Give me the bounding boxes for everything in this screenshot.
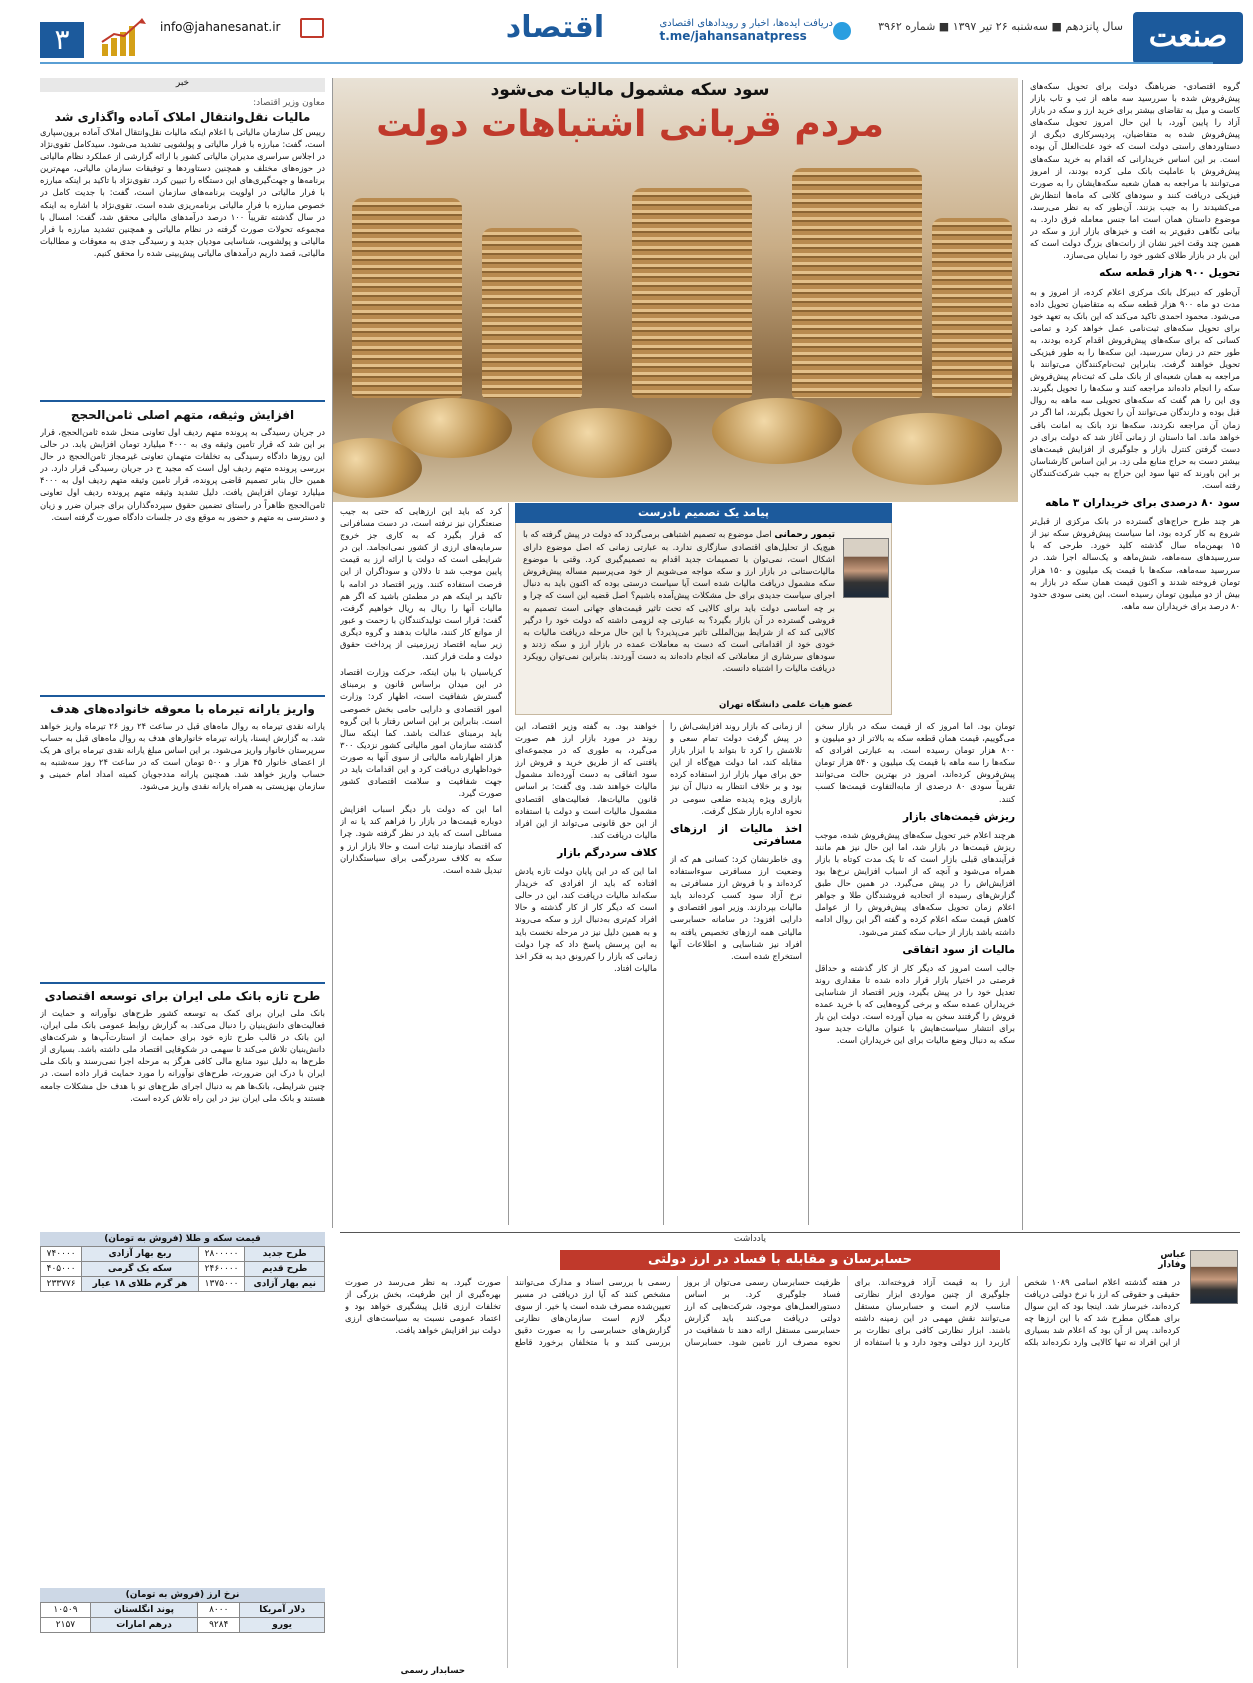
article-paragraph: اما این که دولت بار دیگر اسباب افزایش دوباره قیمت‌ها در بازار را فراهم کند یا نه از مسائلی است که باید در نظر گرفته شود. چرا که اقتصاد نیازمند ثبات است و حالا بازار ارز و سکه به کلاف سردرگمی برای سیاستگذاران تبدیل شده است.	[340, 804, 502, 875]
article-column-1	[1030, 80, 1240, 1230]
article-paragraph: کرد که باید این ارزهایی که حتی به جیب صنعتگران نیز نرفته است، در دست مسافرانی که قرار بگیرد که به کاری جز خروج سرمایه‌های ارزی از کشور نمی‌انجامد. این در شرایطی است که دولت با ارائه ارز به قیمت پایین موجب شد تا دلالان و سوداگران از این فرصت استفاده کنند. وزیر اقتصاد در ادامه با تاکید بر اینکه هم در مطمئن باشید که اگر هم مالیات آنها را ریال به ریال خواهیم گرفت، گفت: قرار است تولیدکنندگان با زحمت و عبور از موانع کار کنند، مالیات بدهند و گروه دیگری زیر سایه اقتصاد زیرزمینی از پرداخت حقوق دولت و ملت فرار کنند.	[340, 506, 502, 662]
table-row	[41, 1277, 325, 1292]
opinion-text: اصل موضوع به تصمیم اشتباهی برمی‌گردد که دولت در پیش گرفته که با هیچ‌یک از تحلیل‌های اقتصادی سازگاری ندارد. به عبارتی زمانی که اصل موضوع دارای اشکال است، نمی‌توان با تصمیمات جدید اقدام به تصمیم‌گیری کرد. وقتی با موضوع مالیات‌ستانی در بازار ارز و سکه مواجه می‌شویم از خود می‌پرسیم مساله پیش‌فروش سکه مشمول دریافت مالیات شده است آیا سیاست درستی بوده که اکنون باید به دنبال اجرای سیاست جدیدی برای حل مشکلات پیش‌آمده باشیم؟ اصل قضیه این است که چرا و بر چه اساسی دولت باید برای کالایی که تحت تاثیر قیمت‌های جهانی است تصمیم به فروشی گسترده در آن بازار بگیرد؟ به عبارتی چه لزومی داشته که دولت خود را درگیر کالایی کند که از شرایط بین‌المللی تاثیر می‌پذیرد؟ با این حال مرحله دریافت مالیات به خودی خود از اقداماتی است که دست به معاملات عمده در بازار ارز و سکه زدند و سودهای سرشاری از معاملاتی که انجام داده‌اند به دست آوردند. بنابراین نمی‌توان رویکرد دریافت مالیات را اشتباه دانست.	[523, 529, 835, 674]
article-paragraph: خواهند بود. به گفته وزیر اقتصاد، این روند در مورد بازار ارز هم صورت می‌گیرد، به طوری که در مجموعه‌ای یافتنی که از طریق خرید و فروش ارز سود اتفاقی به دست آورده‌اند مشمول مالیات خواهند شد. وی گفت: بر اساس قانون مالیات‌ها، فعالیت‌های اقتصادی مشمول مالیات است و دولت با استفاده از این حق قانونی می‌تواند از این افراد مالیات دریافت کند.	[515, 721, 657, 840]
table-title: نرخ ارز (فروش به تومان)	[40, 1588, 325, 1602]
note-author: عباس وفادار	[1158, 1250, 1186, 1270]
note-signature: حسابدار رسمی	[400, 1666, 465, 1676]
headline: مردم قربانی اشتباهات دولت	[376, 104, 884, 145]
table-row	[41, 1618, 325, 1633]
table-title: قیمت سکه و طلا (فروش به تومان)	[40, 1232, 325, 1246]
article-column-2	[815, 720, 1015, 1225]
table-cell: ۱۰۵۰۹	[41, 1603, 91, 1618]
telegram-link[interactable]	[659, 18, 833, 43]
table-cell: ربع بهار آزادی	[82, 1247, 198, 1262]
kicker: سود سکه مشمول مالیات می‌شود	[490, 80, 770, 100]
table-cell: ۱۳۷۵۰۰۰	[198, 1277, 245, 1292]
opinion-body	[523, 528, 835, 710]
brief-text: رییس کل سازمان مالیاتی با اعلام اینکه مالیات نقل‌وانتقال املاک آماده برون‌سپاری است، گفت: مبارزه با فرار مالیاتی و پولشویی تشدید می‌شود. سیدکامل تقوی‌نژاد در اجلاس سراسری مدیران مالیاتی کشور با ارائه گزارشی از عملکرد نظام مالیاتی در حوزه‌های مختلف و همچنین دستاوردها و توفیقات سازمان مالیاتی، مهم‌ترین برنامه‌ها و جهت‌گیری‌های این دستگاه را تبیین کرد. تقوی‌نژاد با تاکید بر اینکه مبارزه با فرار مالیاتی در اولویت برنامه‌های سازمان است، گفت: با جدیت کامل در خصوص مبارزه با فرار مالیاتی برنامه‌ریزی شده است. تقوی‌نژاد با اشاره به اینکه در سال گذشته تقریباً ۱۰۰ درصد درآمدهای مالیاتی محقق شد، گفت: امسال با مجموعه تحولات صورت گرفته در نظام مالیاتی و همچنین تشدید مبارزه با فرار مالیاتی و پولشویی، شناسایی مودیان جدید و رسیدگی جدی به معوقات و مطالبات مالیاتی، قصد داریم درآمدهای مالیاتی پیش‌بینی شده را محقق کنیم.	[40, 127, 325, 258]
table-cell: یورو	[240, 1618, 325, 1633]
brief-text: در جریان رسیدگی به پرونده متهم ردیف اول تعاونی منحل شده ثامن‌الحجج، قرار بر این شد که قرار تامین وثیقه وی به ۴۰۰۰ میلیارد تومان افزایش یابد. در حالی این روزها دادگاه رسیدگی به تخلفات متهمان تعاونی غیرمجاز ثامن‌الحجج در حال بررسی پرونده متهم ردیف اول است که مجید ح در جریان رسیدگی قرار دارد. در همین حال بنابر تصمیم قاضی پرونده، قرار تامین وثیقه متهم ردیف اول به ۴۰۰۰ میلیارد تومان افزایش یافت. دلیل تشدید وثیقه متهم پرونده ردیف اول تعاونی ثامن‌الحجج ظاهراً در راستای تضمین حقوق سپرده‌گذاران برای جبران ضرر و زیان و دسترسی به متهم و حضور به موقع وی در جلسات دادگاه صورت گرفته است.	[40, 427, 325, 522]
brief-title[interactable]: مالیات نقل‌وانتقال املاک آماده واگذاری شد	[54, 110, 311, 124]
article-paragraph: آن‌طور که دیبرکل بانک مرکزی اعلام کرده، از امروز و به مدت دو ماه ۹۰۰ هزار قطعه سکه به متقاضیان تحویل داده می‌شود. محمود احمدی تاکید می‌کند که این بانک به تعهد خود برای تحویل سکه‌های ثبت‌نامی عمل خواهد کرد و تمامی کسانی که برای سکه‌های پیش‌فروش اقدام کرده بودند، به طور حتم در زمان سررسید، این سکه‌ها را به طور فیزیکی تحویل خواهند گرفت. بنابراین ثبت‌نام‌کنندگان می‌توانند با مراجعه به همان شعبه‌ای از بانک ملی که ثبت‌نام پیش‌فروش سکه را انجام داده‌اند مراجعه کنند و سکه‌ها را تحویل بگیرند. وی این را هم گفت که سکه‌های تحویلی سه ماهه به روال قبل بوده و دارندگان می‌توانند آن را تحویل بگیرند، اما اگر در زمان آن مراجعه نکردند، سکه‌ها نزد بانک به امانت باقی خواهد ماند. اما داستان از زمانی آغاز شد که دولت برای در دست گرفتن کنترل بازار و جلوگیری از افزایش قیمت‌های بیشتر دست به حراج منابع ملی زد. بر این اساس کارشناسان بر این باورند که تنها سود این حراج به جیب شرکت‌کنندگان رفته است.	[1030, 286, 1240, 490]
subheading: ریزش قیمت‌های بازار	[902, 810, 1015, 823]
note-sidebar	[1190, 1306, 1240, 1666]
article-paragraph: جالب است امروز که دیگر کار از کار گذشته و حداقل فرصتی در اختیار بازار قرار داده شده تا مقداری روند تعدیل خود را در پیش بگیرد، وزیر اقتصاد از شناسایی خریداران عمده سکه و برخی گروه‌هایی که با خرید عمده فروش را گرفتند سخن به میان آورده است. دولت این بار برای انتشار سیاست‌هایش با عنوان مالیات جدید سود سکه به دنبال وضع مالیات برای این خریداران است.	[815, 962, 1015, 1046]
news-label: خبر	[40, 78, 325, 92]
table-cell: طرح جدید	[245, 1247, 325, 1262]
note-body: در هفته گذشته اعلام اسامی ۱۰۸۹ شخص حقیقی و حقوقی که ارز با نرخ دولتی دریافت کرده‌اند، خبرساز شد. اینجا بود که این سوال برای همگان مطرح شد که با این ارزها چه کرده‌اند. پس از آن بود که اعلام شد بسیاری از این افراد نه تنها کالایی وارد نکرده‌اند بلکه ارز را به قیمت آزاد فروخته‌اند. برای جلوگیری از چنین مواردی ابزار نظارتی مناسب لازم است و حسابرسان مستقل می‌توانند نقش مهمی در این زمینه داشته باشند. ابزار نظارتی کافی برای نظارت بر کاربرد ارز دولتی وجود دارد و با استفاده از ظرفیت حسابرسان رسمی می‌توان از بروز فساد جلوگیری کرد. بر اساس دستورالعمل‌های موجود، شرکت‌هایی که ارز دولتی دریافت می‌کنند باید گزارش حسابرسی مستقل ارائه دهند تا شفافیت در نحوه مصرف ارز تامین شود. حسابرسان رسمی با بررسی اسناد و مدارک می‌توانند مشخص کنند که آیا ارز دریافتی در مسیر تعیین‌شده مصرف شده است یا خیر. از سوی دیگر لازم است سازمان‌های نظارتی گزارش‌های حسابرسی را به صورت دقیق بررسی کنند و با متخلفان برخورد قاطع صورت گیرد. به نظر می‌رسد در صورت بهره‌گیری از این ظرفیت، بخش بزرگی از تخلفات ارزی قابل پیشگیری خواهد بود و اعتماد عمومی نسبت به سیاست‌های ارزی دولت نیز افزایش خواهد یافت.	[345, 1277, 1180, 1348]
fx-rate-table	[40, 1588, 325, 1633]
article-paragraph: تومان بود. اما امروز که از قیمت سکه در بازار سخن می‌گوییم، قیمت همان قطعه سکه به بالاتر از دو میلیون و ۸۰۰ هزار تومان رسیده است. به عبارتی افرادی که سکه‌ها را سه ماهه با قیمت یک میلیون و ۵۴۰ هزار تومان پیش‌فروش کرده‌اند، امروز در بهترین حالت می‌توانند تقریباً سودی ۸۰ درصدی از مابه‌التفاوت قیمت‌ها کسب کنند.	[815, 721, 1015, 804]
subheading: مالیات از سود اتفاقی	[902, 943, 1015, 956]
table-cell: ۸۰۰۰	[198, 1603, 240, 1618]
table-cell: درهم امارات	[90, 1618, 197, 1633]
brief-divider	[40, 982, 325, 984]
brief-title[interactable]: افزایش وثیقه، متهم اصلی ثامن‌الحجج	[70, 408, 295, 422]
growth-chart-icon	[100, 16, 150, 56]
column-divider	[808, 720, 809, 1225]
article-column-5	[340, 505, 502, 1225]
note-rule	[340, 1232, 1240, 1233]
fx-rates	[40, 1602, 325, 1633]
table-cell: ۲۱۵۷	[41, 1618, 91, 1633]
article-paragraph: کریاسیان با بیان اینکه، حرکت وزارت اقتصاد در این میدان براساس قانون و برمبنای گسترش شفافیت است، اظهار کرد: وزارت امور اقتصادی و دارایی حامی بخش خصوصی است. بنابراین بر این اساس رفتار با این گروه باید برمبنای عدالت باشد. کما اینکه سال گذشته سازمان امور مالیاتی کشور نزدیک ۳۰۰ هزار اظهارنامه مالیاتی از سوی آنها به صورت خوداظهاری دریافت کرد و این اقدامات باید در جهت شفافیت و سلامت اقتصادی کشور صورت گیرد.	[340, 667, 502, 799]
author-photo	[843, 538, 889, 598]
table-cell: دلار آمریکا	[240, 1603, 325, 1618]
news-brief-3	[40, 700, 325, 982]
table-row	[41, 1603, 325, 1618]
article-paragraph: هرچند اعلام خبر تحویل سکه‌های پیش‌فروش شده، موجب ریزش قیمت‌ها در بازار شد، اما این حال نیز هم مانند فرآیندهای قبلی بازار است که تا یک مدت کوتاه با بازار همراه می‌شود و آنچه که از اسباب افزایش نرخ‌ها بود افزایش‌اش را در پیش می‌گیرد. در همین حال طبق گزارش‌های رسیده از اتحادیه فروشندگان طلا و جواهر اعلام زمان تحویل سکه‌های پیش‌فروش را از عوامل کاهش قیمت سکه اعلام کرده و گفته اگر این روال ادامه داشته باشد بازار از حباب سکه کمتر می‌شود.	[815, 829, 1015, 937]
column-divider	[508, 503, 509, 1225]
table-cell: ۹۲۸۴	[198, 1618, 240, 1633]
brief-title[interactable]: واریز یارانه تیرماه با معوقه خانواده‌های هدف	[50, 702, 315, 716]
page-number: ۳	[40, 22, 84, 58]
coin-price-table	[40, 1232, 325, 1292]
table-cell: ۲۳۳۷۷۶	[41, 1277, 82, 1292]
table-cell: ۷۴۰۰۰۰	[41, 1247, 82, 1262]
section-title: اقتصاد	[505, 10, 605, 45]
note-label: یادداشت	[733, 1234, 767, 1244]
masthead-logo[interactable]: صنعت	[1133, 12, 1243, 64]
envelope-icon	[300, 18, 324, 38]
subheading: کلاف سردرگم بازار	[557, 846, 657, 859]
brief-title[interactable]: طرح تازه بانک ملی ایران برای توسعه اقتصادی	[44, 989, 321, 1003]
coin-prices	[40, 1246, 325, 1292]
table-cell: ۲۴۶۰۰۰۰	[198, 1262, 245, 1277]
table-cell: طرح قدیم	[245, 1262, 325, 1277]
table-cell: سکه یک گرمی	[82, 1262, 198, 1277]
brief-kicker: معاون وزیر اقتصاد:	[253, 98, 325, 108]
opinion-author: تیمور رحمانی	[774, 530, 835, 540]
column-divider	[1022, 80, 1023, 1230]
brief-text: یارانه نقدی تیرماه به روال ماه‌های قبل در ساعت ۲۴ روز ۲۶ تیرماه واریز خواهد شد. به گزارش ایسنا، یارانه تیرماه خانوارهای هدف به روال ماه‌های قبل به حساب سرپرستان خانوار واریز می‌شود. بر این اساس مبلغ یارانه نقدی تیرماه برای هر یک از اعضای خانوار ۴۵ هزار و ۵۰۰ تومان است که در ساعت ۲۴ روز سه‌شنبه به حساب واریز خواهد شد. همچنین یارانه مددجویان کمیته امداد امام خمینی و سازمان بهزیستی به همراه یارانه نقدی واریز می‌شود.	[40, 721, 325, 792]
table-cell: پوند انگلستان	[90, 1603, 197, 1618]
news-brief-1	[40, 98, 325, 378]
note-title[interactable]: حسابرسان و مقابله با فساد در ارز دولتی	[560, 1250, 1000, 1270]
table-cell: هر گرم طلای ۱۸ عیار	[82, 1277, 198, 1292]
header-rule	[40, 62, 1213, 64]
telegram-icon[interactable]	[833, 22, 851, 40]
table-cell: ۲۸۰۰۰۰۰	[198, 1247, 245, 1262]
brief-divider	[40, 695, 325, 697]
table-row	[41, 1262, 325, 1277]
article-paragraph: اما این که در این پایان دولت تازه یادش افتاده که باید از افرادی که خریدار سکه‌اند مالیات دریافت کند، این در حالی است که دیگر کار از کار گذشته و حالا افراد کم‌تری به‌دنبال ارز و سکه می‌روند و به همین دلیل نیز در مرحله نخست باید به این پرسش پاسخ داد که چرا دولت زمانی که بازار را کم‌رونق دید به فکر اخذ مالیات افتاد.	[515, 866, 657, 973]
telegram-caption: دریافت ایده‌ها، اخبار و رویدادهای اقتصادی	[659, 18, 833, 29]
article-paragraph: هر چند طرح حراج‌های گسترده در بانک مرکزی از قبل‌تر شروع به کار کرده بود، اما سیاست پیش‌فروش سکه نیز از ۱۵ بهمن‌ماه سال گذشته کلید خورد. طرحی که با سررسیدهای سه‌ماهه، شش‌ماهه و یک‌ساله اجرا شد. در سررسید سه‌ماهه، سکه‌ها با قیمت یک میلیون و ۱۵۰ هزار تومان فروخته شدند و اکنون قیمت همان سکه در بازار به بیش از دو میلیون تومان رسیده است. این یعنی سودی حدود ۸۰ درصد برای خریداران سه ماهه.	[1030, 516, 1240, 611]
column-divider	[663, 720, 664, 1225]
issue-meta: سال پانزدهم ■ سه‌شنبه ۲۶ تیر ۱۳۹۷ ■ شماره ۳۹۶۲	[878, 20, 1123, 33]
subheading: تحویل ۹۰۰ هزار قطعه سکه	[1099, 267, 1240, 280]
brief-text: بانک ملی ایران برای کمک به توسعه کشور طرح‌های نوآورانه و حمایت از فعالیت‌های دانش‌بنیان را دنبال می‌کند. به گزارش روابط عمومی بانک ملی ایران، این بانک در قالب طرح تازه خود برای حمایت از استارت‌آپ‌ها و شرکت‌های دانش‌بنیان تلاش می‌کند تا سهمی در شکوفایی اقتصاد ملی داشته باشد. بسیاری از طرح‌ها به دلیل نبود منابع مالی کافی هرگز به مرحله اجرا نمی‌رسند و بانک ملی ایران با درک این ضرورت، طرح‌های نوآورانه را مورد حمایت قرار داده است. در چنین شرایطی، بانک‌ها هم به دنبال اجرای طرح‌های نو با هدف حل مشکلات جامعه هستند و بانک ملی ایران نیز در این راه تلاش کرده است.	[40, 1008, 325, 1103]
brief-divider	[40, 400, 325, 402]
table-cell: نیم بهار آزادی	[245, 1277, 325, 1292]
article-column-3	[670, 720, 802, 1225]
column-divider	[332, 78, 333, 1228]
news-brief-2	[40, 406, 325, 694]
opinion-affiliation: عضو هیات علمی دانشگاه تهران	[718, 700, 853, 710]
article-column-4	[515, 720, 657, 1225]
subheading: سود ۸۰ درصدی برای خریداران ۳ ماهه	[1045, 497, 1240, 510]
table-cell: ۴۰۵۰۰۰	[41, 1262, 82, 1277]
opinion-title: پیامد یک تصمیم نادرست	[515, 503, 892, 523]
telegram-url[interactable]: t.me/jahansanatpress	[659, 29, 807, 43]
article-paragraph: از زمانی که بازار روند افزایشی‌اش را در پیش گرفت دولت تمام سعی و تلاشش را کرد تا بتواند با ابزار بازار مقابله کند، اما دولت هیچ‌گاه از این حق برای مهار بازار ارز استفاده کرده بود و بر خلاف انتظار به دنبال آن نیز بازاری ویژه پدیده ضلعی سومی در نحوه اداره بازار شکل گرفت.	[670, 721, 802, 816]
page-header	[0, 0, 1253, 72]
news-brief-4	[40, 987, 325, 1237]
note-author-photo	[1190, 1250, 1238, 1304]
subheading: اخذ مالیات از ارزهای مسافرتی	[670, 822, 802, 847]
lead-paragraph: گروه اقتصادی- ضرباهنگ دولت برای تحویل سکه‌های پیش‌فروش شده با سررسید سه ماهه از تب و تاب بازار کاست و میل به تقاضای بیشتر برای خرید ارز و سکه در بازار آزاد را پایین آورد، با این حال امروز تحویل سکه‌های پیش‌فروش شده به متقاضیان، پردیسرکاری دیگری از دستاوردهای راستی دولت است که خود علت‌العلل آن بوده است. بر این اساس خریدارانی که اقدام به خرید سکه‌های پیش‌فروش با عاملیت بانک ملی کرده بودند، از امروز می‌توانند با مراجعه به همان شعبه سکه‌هایشان را به صورت فیزیکی دریافت کنند و سودهای کلانی که ماه‌ها انتظارش می‌کشیدند را به جیب بزنند. آن‌طور که به نظر می‌رسد، موضوع داستان همان است اما جنس معامله فرق دارد. به بیانی نگاهی دقیق‌تر به افت و خیزهای بازار ارز و سکه در همین چند وقت اخیر نشان از رانت‌های بزرگ دولت است که این بار در بازار طلای کشور خود را نمایان می‌سازد.	[1030, 81, 1240, 261]
article-paragraph: وی خاطرنشان کرد: کسانی هم که از وضعیت ارز مسافرتی سوءاستفاده کرده‌اند و با فروش ارز مسافرتی به نرخ آزاد سود کسب کرده‌اند باید مالیات بپردازند. وزیر امور اقتصادی و دارایی افزود: در سامانه حسابرسی مالیاتی همه ارزهای تخصیص یافته به افراد نیز شناسایی و اطلاعات آنها استخراج شده است.	[670, 853, 802, 961]
table-row	[41, 1247, 325, 1262]
email-link[interactable]: info@jahanesanat.ir	[160, 20, 281, 34]
